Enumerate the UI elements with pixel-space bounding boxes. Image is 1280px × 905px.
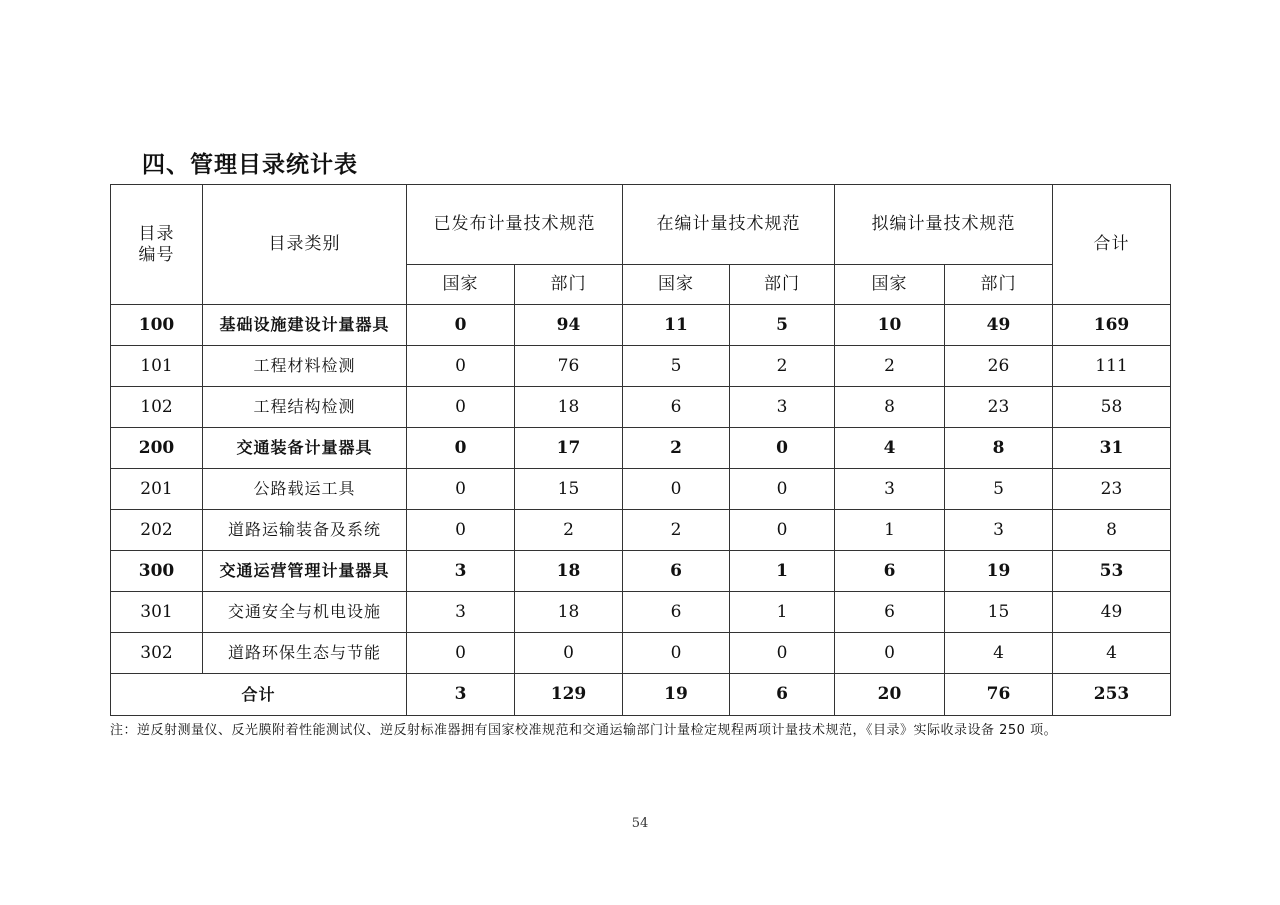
cell-code: 102 xyxy=(111,387,203,428)
cell-value: 23 xyxy=(1053,469,1171,510)
cell-category: 交通运营管理计量器具 xyxy=(203,551,407,592)
subheader-department: 部门 xyxy=(515,265,623,305)
cell-total-value: 3 xyxy=(407,674,515,716)
table-row xyxy=(111,633,1171,674)
cell-value: 0 xyxy=(407,510,515,551)
cell-value: 49 xyxy=(945,305,1053,346)
cell-value: 10 xyxy=(835,305,945,346)
cell-value: 2 xyxy=(623,510,730,551)
cell-value: 0 xyxy=(407,305,515,346)
cell-value: 23 xyxy=(945,387,1053,428)
table-row xyxy=(111,592,1171,633)
cell-value: 0 xyxy=(730,633,835,674)
cell-value: 15 xyxy=(515,469,623,510)
cell-value: 111 xyxy=(1053,346,1171,387)
cell-value: 31 xyxy=(1053,428,1171,469)
cell-value: 49 xyxy=(1053,592,1171,633)
cell-value: 0 xyxy=(407,346,515,387)
cell-value: 94 xyxy=(515,305,623,346)
header-category: 目录类别 xyxy=(203,185,407,305)
cell-value: 0 xyxy=(407,428,515,469)
subheader-national: 国家 xyxy=(835,265,945,305)
cell-code: 202 xyxy=(111,510,203,551)
cell-value: 2 xyxy=(730,346,835,387)
cell-code: 100 xyxy=(111,305,203,346)
cell-value: 3 xyxy=(407,551,515,592)
table-body xyxy=(111,305,1171,716)
subheader-national: 国家 xyxy=(623,265,730,305)
cell-value: 4 xyxy=(1053,633,1171,674)
cell-value: 0 xyxy=(407,633,515,674)
cell-code: 302 xyxy=(111,633,203,674)
cell-value: 53 xyxy=(1053,551,1171,592)
cell-value: 1 xyxy=(730,551,835,592)
cell-value: 2 xyxy=(835,346,945,387)
cell-value: 3 xyxy=(835,469,945,510)
cell-code: 101 xyxy=(111,346,203,387)
cell-code: 300 xyxy=(111,551,203,592)
table-row xyxy=(111,346,1171,387)
cell-code: 301 xyxy=(111,592,203,633)
cell-value: 1 xyxy=(835,510,945,551)
cell-value: 3 xyxy=(730,387,835,428)
cell-value: 4 xyxy=(945,633,1053,674)
subheader-department: 部门 xyxy=(730,265,835,305)
cell-category: 公路载运工具 xyxy=(203,469,407,510)
cell-value: 1 xyxy=(730,592,835,633)
header-total: 合计 xyxy=(1053,185,1171,305)
header-code xyxy=(111,185,203,305)
cell-value: 8 xyxy=(835,387,945,428)
table-row-group xyxy=(111,305,1171,346)
cell-value: 0 xyxy=(730,510,835,551)
cell-category: 道路环保生态与节能 xyxy=(203,633,407,674)
cell-total-value: 6 xyxy=(730,674,835,716)
cell-category: 交通安全与机电设施 xyxy=(203,592,407,633)
cell-value: 0 xyxy=(730,428,835,469)
table-row xyxy=(111,469,1171,510)
table-row-group xyxy=(111,551,1171,592)
cell-value: 6 xyxy=(623,387,730,428)
table-row-group xyxy=(111,428,1171,469)
table-row xyxy=(111,387,1171,428)
cell-value: 5 xyxy=(623,346,730,387)
cell-value: 6 xyxy=(623,592,730,633)
cell-value: 0 xyxy=(835,633,945,674)
cell-total-value: 76 xyxy=(945,674,1053,716)
header-planned: 拟编计量技术规范 xyxy=(835,185,1053,265)
cell-category: 道路运输装备及系统 xyxy=(203,510,407,551)
header-published: 已发布计量技术规范 xyxy=(407,185,623,265)
cell-value: 2 xyxy=(623,428,730,469)
cell-category: 工程结构检测 xyxy=(203,387,407,428)
cell-value: 4 xyxy=(835,428,945,469)
cell-value: 18 xyxy=(515,387,623,428)
cell-value: 58 xyxy=(1053,387,1171,428)
cell-total-value: 19 xyxy=(623,674,730,716)
page-number: 54 xyxy=(631,816,649,831)
cell-value: 5 xyxy=(945,469,1053,510)
cell-value: 18 xyxy=(515,592,623,633)
cell-value: 19 xyxy=(945,551,1053,592)
cell-value: 18 xyxy=(515,551,623,592)
cell-value: 0 xyxy=(407,387,515,428)
cell-value: 6 xyxy=(623,551,730,592)
cell-category: 交通装备计量器具 xyxy=(203,428,407,469)
cell-total-value: 253 xyxy=(1053,674,1171,716)
cell-value: 15 xyxy=(945,592,1053,633)
cell-value: 8 xyxy=(1053,510,1171,551)
subheader-department: 部门 xyxy=(945,265,1053,305)
cell-value: 0 xyxy=(623,469,730,510)
cell-value: 6 xyxy=(835,592,945,633)
statistics-table xyxy=(110,184,1171,716)
cell-value: 76 xyxy=(515,346,623,387)
cell-value: 0 xyxy=(623,633,730,674)
cell-code: 201 xyxy=(111,469,203,510)
cell-value: 3 xyxy=(945,510,1053,551)
cell-value: 2 xyxy=(515,510,623,551)
cell-category: 基础设施建设计量器具 xyxy=(203,305,407,346)
table-row xyxy=(111,510,1171,551)
section-title: 四、管理目录统计表 xyxy=(142,152,358,178)
cell-value: 0 xyxy=(407,469,515,510)
cell-total-value: 20 xyxy=(835,674,945,716)
cell-value: 5 xyxy=(730,305,835,346)
footnote: 注：逆反射测量仪、反光膜附着性能测试仪、逆反射标准器拥有国家校准规范和交通运输部门计量检定规程两项计量技术规范，《目录》实际收录设备 250 项。 xyxy=(110,723,1058,738)
cell-value: 11 xyxy=(623,305,730,346)
cell-value: 3 xyxy=(407,592,515,633)
cell-value: 169 xyxy=(1053,305,1171,346)
header-code-label: 目录 编号 xyxy=(138,224,175,265)
subheader-national: 国家 xyxy=(407,265,515,305)
cell-category: 工程材料检测 xyxy=(203,346,407,387)
cell-value: 26 xyxy=(945,346,1053,387)
cell-code: 200 xyxy=(111,428,203,469)
table-row-total xyxy=(111,674,1171,716)
header-in-progress: 在编计量技术规范 xyxy=(623,185,835,265)
cell-value: 17 xyxy=(515,428,623,469)
cell-value: 6 xyxy=(835,551,945,592)
cell-value: 0 xyxy=(515,633,623,674)
cell-total-value: 129 xyxy=(515,674,623,716)
cell-total-label: 合计 xyxy=(111,674,407,716)
cell-value: 0 xyxy=(730,469,835,510)
cell-value: 8 xyxy=(945,428,1053,469)
